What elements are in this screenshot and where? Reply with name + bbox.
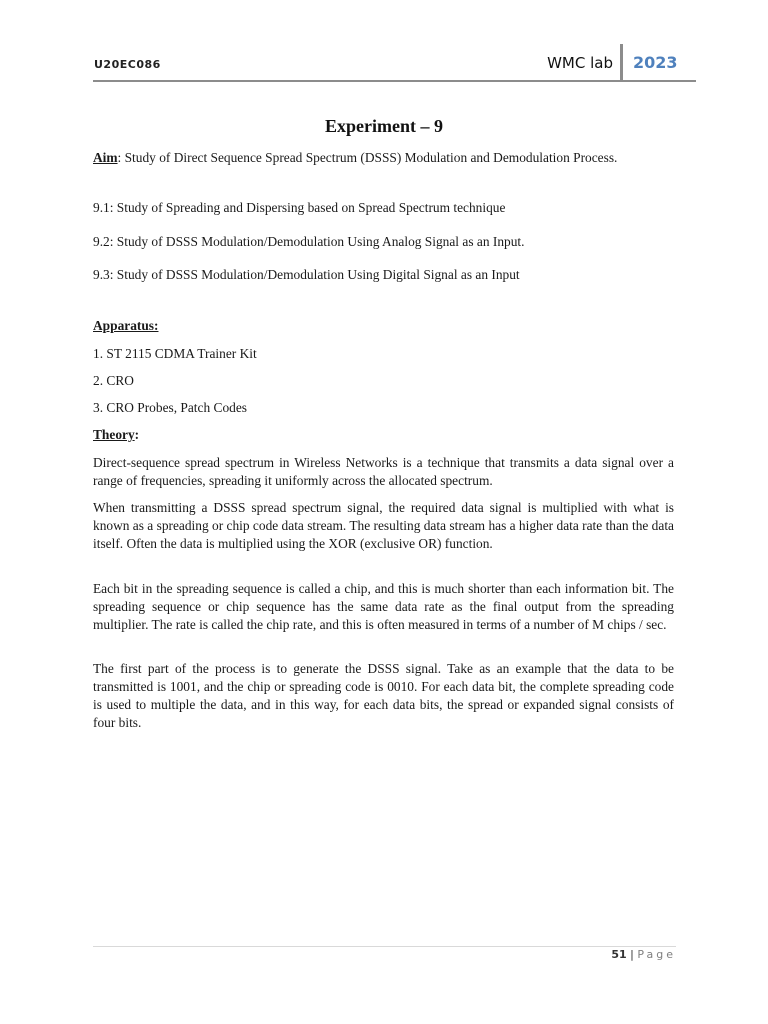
- aim-paragraph: [93, 149, 674, 167]
- header-year: 2023: [633, 53, 678, 72]
- theory-paragraph: Direct-sequence spread spectrum in Wireless Networks is a technique that transmits a data signal over a range of frequencies, spreading it uniformly across the allocated spectrum.: [93, 455, 674, 488]
- part-9-2: 9.2: Study of DSSS Modulation/Demodulation Using Analog Signal as an Input.: [93, 234, 525, 249]
- apparatus-label: Apparatus:: [93, 318, 159, 333]
- lab-name: WMC lab: [547, 54, 613, 72]
- theory-label: Theory: [93, 427, 135, 442]
- apparatus-item: 3. CRO Probes, Patch Codes: [93, 400, 247, 415]
- theory-paragraph: Each bit in the spreading sequence is called a chip, and this is much shorter than each information bit. The spreading sequence or chip sequence has the same data rate as the final output from the spreading multiplier. The rate is called the chip rate, and this is often measured in terms of a number of M chips / sec.: [93, 581, 674, 632]
- apparatus-item: 2. CRO: [93, 373, 134, 388]
- page-number: 51: [611, 948, 627, 961]
- page-word: Page: [637, 948, 676, 961]
- aim-text: : Study of Direct Sequence Spread Spectrum (DSSS) Modulation and Demodulation Process.: [117, 150, 618, 165]
- page-footer: [611, 948, 676, 961]
- roll-number: U20EC086: [94, 58, 161, 71]
- theory-paragraph: The first part of the process is to generate the DSSS signal. Take as an example that the data to be transmitted is 1001, and the chip or spreading code is 0010. For each data bit, the complete spreading code is used to multiple the data, and in this way, for each data bits, the spread or expanded signal consists of four bits.: [93, 661, 674, 730]
- aim-label: Aim: [93, 150, 118, 165]
- part-9-3: 9.3: Study of DSSS Modulation/Demodulation Using Digital Signal as an Input: [93, 267, 520, 282]
- page-title: Experiment – 9: [325, 116, 443, 136]
- theory-paragraph: When transmitting a DSSS spread spectrum signal, the required data signal is multiplied with what is known as a spreading or chip code data stream. The resulting data stream has a higher data rate than the data itself. Often the data is multiplied using the XOR (exclusive OR) function.: [93, 500, 674, 551]
- apparatus-heading: [93, 317, 674, 335]
- apparatus-item: 1. ST 2115 CDMA Trainer Kit: [93, 346, 257, 361]
- part-9-1: 9.1: Study of Spreading and Dispersing based on Spread Spectrum technique: [93, 200, 506, 215]
- header-divider: [620, 44, 623, 80]
- theory-colon: :: [134, 427, 140, 442]
- theory-heading: [93, 426, 674, 444]
- footer-divider: [93, 946, 676, 947]
- footer-separator: |: [626, 948, 638, 961]
- page-header: [93, 44, 696, 82]
